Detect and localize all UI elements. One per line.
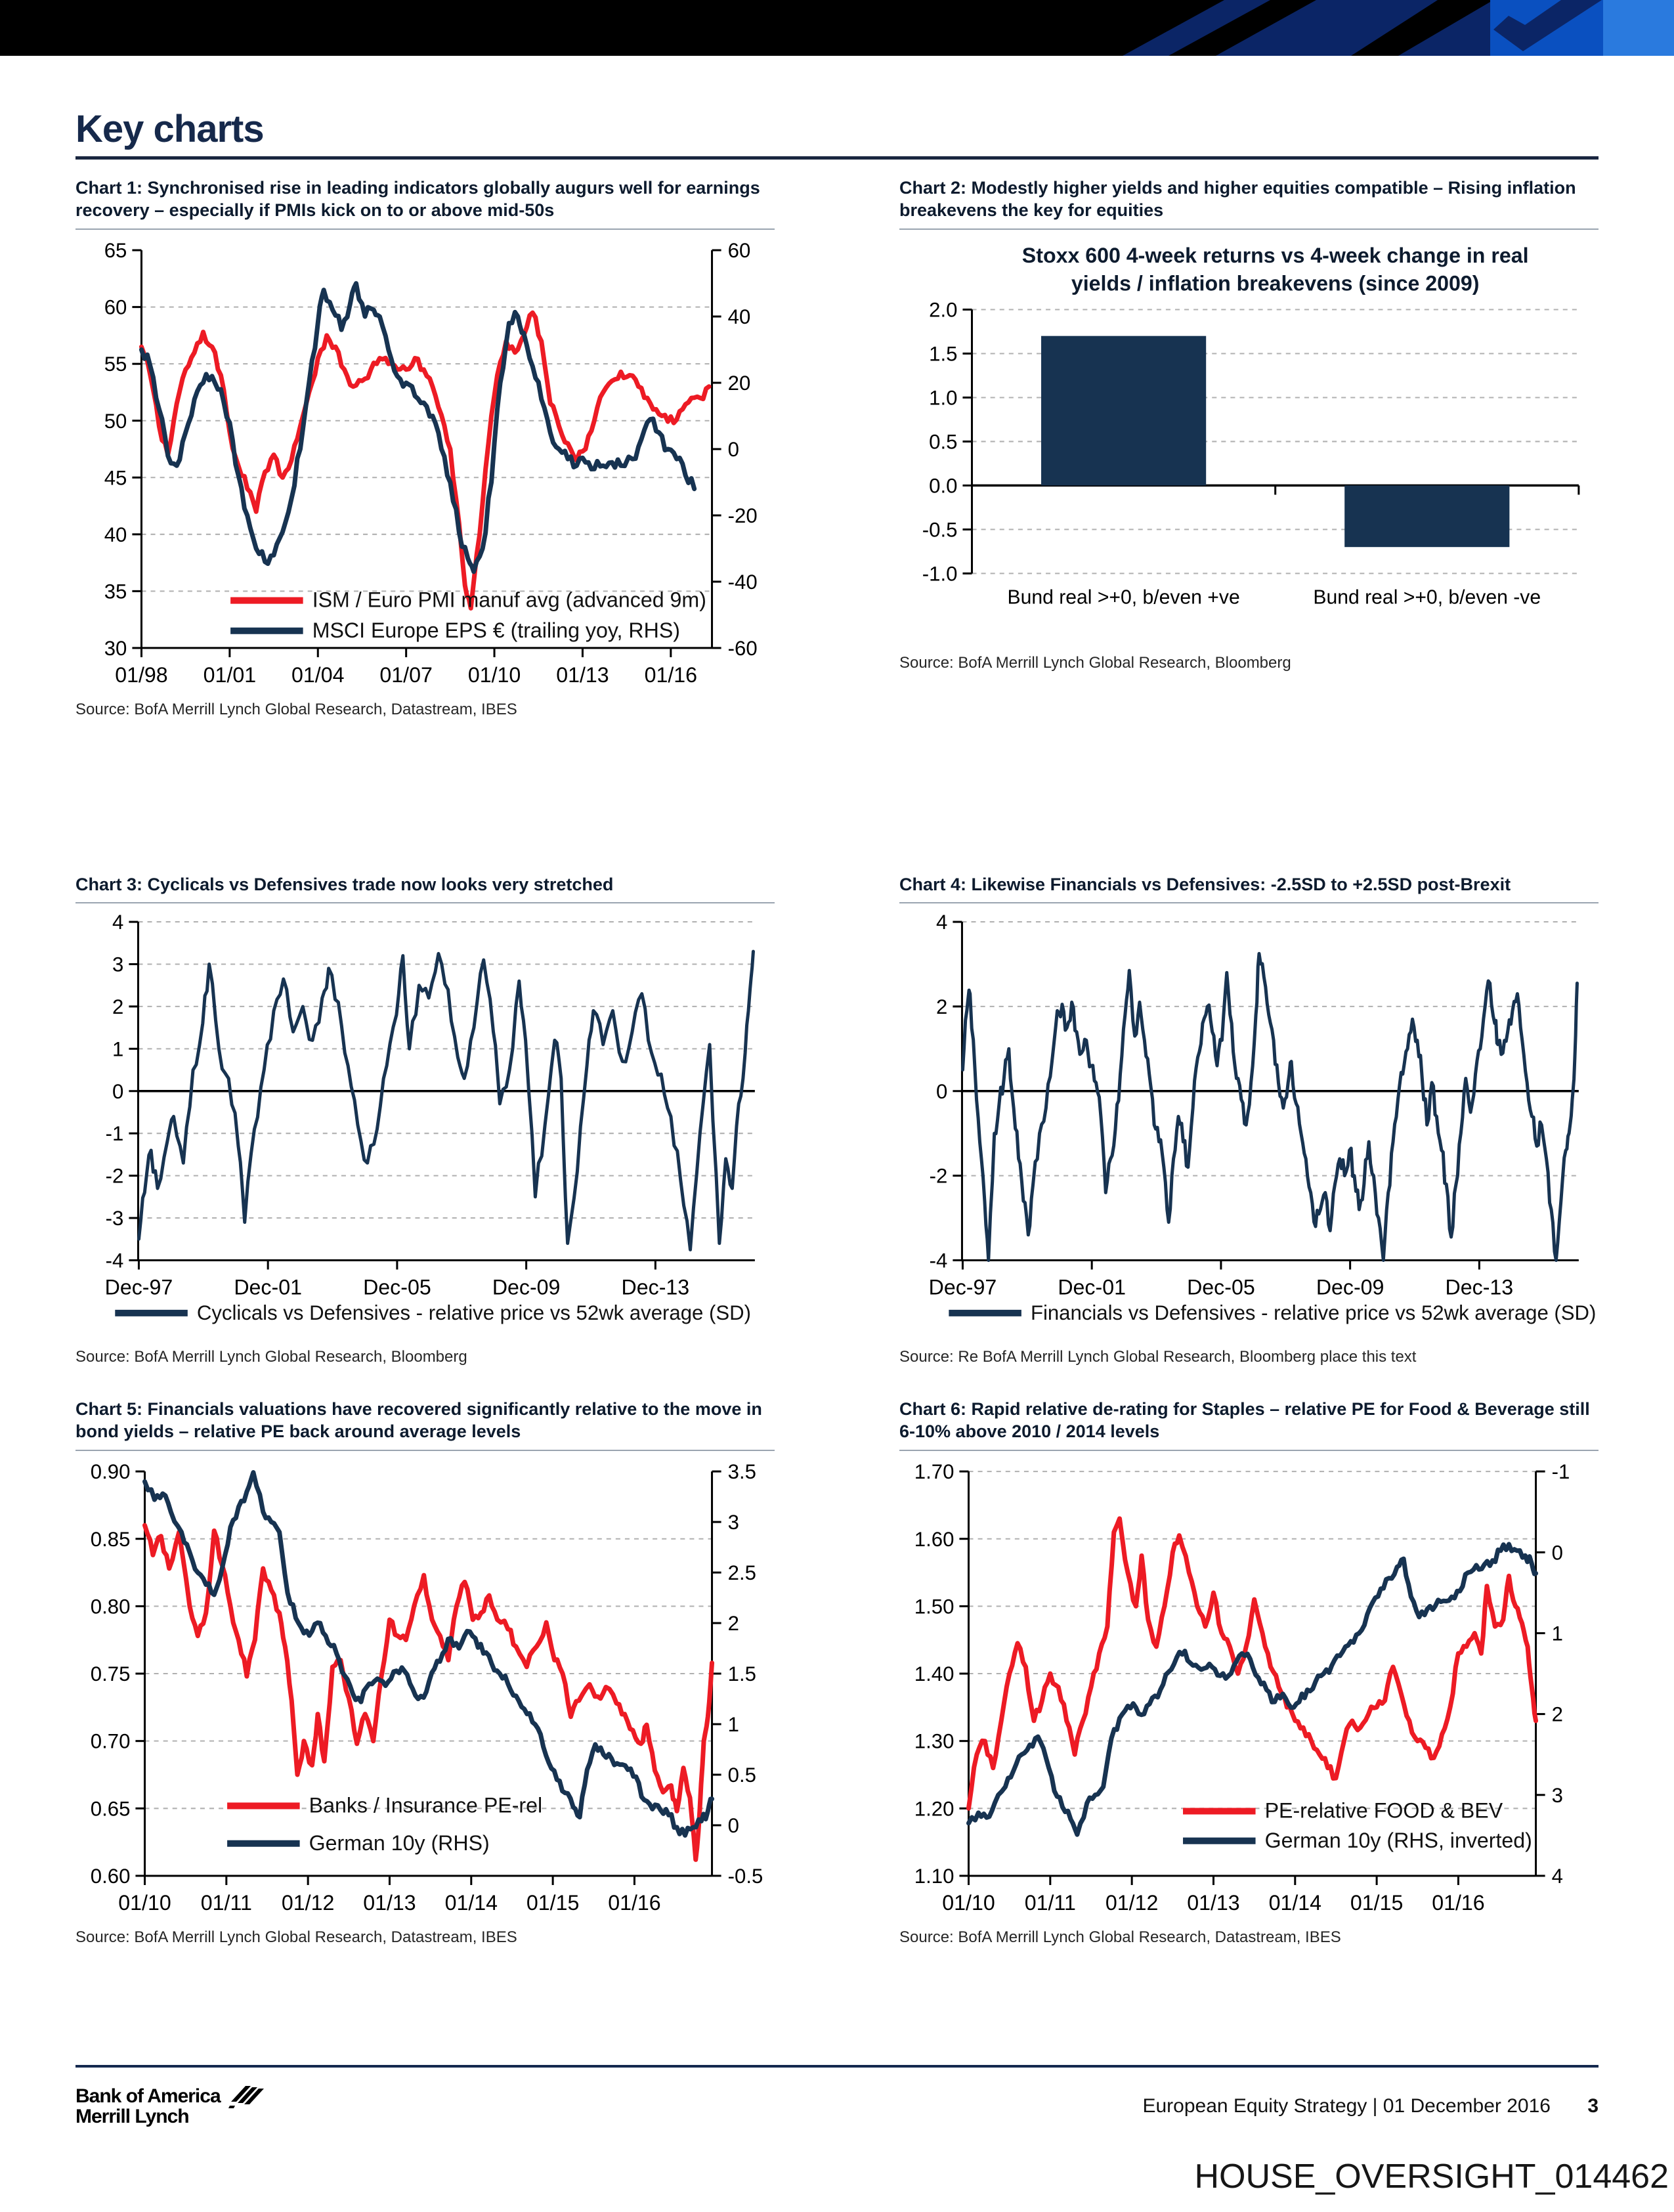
banner-graphic bbox=[1070, 0, 1674, 56]
svg-text:-2: -2 bbox=[105, 1164, 124, 1188]
chart5-plot bbox=[75, 1462, 775, 1923]
svg-text:1.10: 1.10 bbox=[914, 1864, 955, 1888]
svg-text:1.20: 1.20 bbox=[914, 1797, 955, 1821]
svg-text:35: 35 bbox=[104, 579, 127, 603]
svg-text:60: 60 bbox=[104, 295, 127, 319]
svg-text:2: 2 bbox=[727, 1611, 739, 1635]
svg-text:45: 45 bbox=[104, 466, 127, 489]
svg-text:0.5: 0.5 bbox=[929, 430, 958, 454]
svg-text:Bund real >+0, b/even +ve: Bund real >+0, b/even +ve bbox=[1007, 586, 1240, 609]
svg-text:-4: -4 bbox=[105, 1249, 124, 1272]
svg-text:0.70: 0.70 bbox=[90, 1729, 131, 1753]
svg-text:01/10: 01/10 bbox=[467, 662, 521, 687]
svg-text:55: 55 bbox=[104, 352, 127, 376]
svg-text:1.50: 1.50 bbox=[914, 1595, 955, 1618]
chart2-plot bbox=[899, 240, 1599, 649]
chart5-heading: Chart 5: Financials valuations have recovered significantly relative to the move in bond yields – relative PE back around average levels bbox=[75, 1398, 775, 1451]
chart1-source: Source: BofA Merrill Lynch Global Research, Datastream, IBES bbox=[75, 700, 517, 718]
svg-text:01/04: 01/04 bbox=[291, 662, 345, 687]
svg-text:2.5: 2.5 bbox=[727, 1561, 756, 1584]
svg-text:1.40: 1.40 bbox=[914, 1662, 955, 1685]
svg-text:01/15: 01/15 bbox=[1350, 1890, 1404, 1915]
chart1-plot bbox=[75, 240, 775, 695]
svg-text:German 10y (RHS, inverted): German 10y (RHS, inverted) bbox=[1264, 1828, 1532, 1852]
svg-text:-3: -3 bbox=[105, 1207, 124, 1230]
charts-grid bbox=[75, 177, 1599, 1947]
svg-text:1: 1 bbox=[1551, 1622, 1563, 1645]
chart3-source: Source: BofA Merrill Lynch Global Research, Bloomberg bbox=[75, 1348, 467, 1366]
svg-text:0.90: 0.90 bbox=[90, 1461, 131, 1483]
watermark: HOUSE_OVERSIGHT_014462 bbox=[1194, 2158, 1669, 2196]
svg-text:Dec-05: Dec-05 bbox=[363, 1275, 431, 1299]
svg-text:-0.5: -0.5 bbox=[727, 1864, 763, 1888]
page-number: 3 bbox=[1587, 2095, 1599, 2117]
top-banner bbox=[0, 0, 1674, 56]
svg-text:01/14: 01/14 bbox=[444, 1890, 498, 1915]
svg-text:01/10: 01/10 bbox=[118, 1890, 171, 1915]
chart6-plot bbox=[899, 1462, 1599, 1923]
svg-text:4: 4 bbox=[936, 914, 948, 934]
chart2-heading: Chart 2: Modestly higher yields and higher equities compatible – Rising inflation breakevens the key for equities bbox=[899, 177, 1599, 230]
svg-text:01/12: 01/12 bbox=[281, 1890, 335, 1915]
svg-text:2: 2 bbox=[112, 995, 124, 1019]
svg-text:20: 20 bbox=[727, 371, 751, 395]
svg-text:German 10y (RHS): German 10y (RHS) bbox=[309, 1831, 490, 1855]
svg-text:01/15: 01/15 bbox=[526, 1890, 580, 1915]
chart4-block bbox=[899, 873, 1599, 1366]
svg-text:0.85: 0.85 bbox=[90, 1527, 131, 1551]
svg-text:Financials vs Defensives - rel: Financials vs Defensives - relative price vs 52wk average (SD) bbox=[1030, 1301, 1597, 1324]
svg-text:0.0: 0.0 bbox=[929, 474, 958, 498]
svg-text:1.5: 1.5 bbox=[929, 342, 958, 366]
chart6-source: Source: BofA Merrill Lynch Global Research, Datastream, IBES bbox=[899, 1928, 1341, 1947]
svg-text:2.0: 2.0 bbox=[929, 298, 958, 322]
svg-text:30: 30 bbox=[104, 636, 127, 660]
chart5-source: Source: BofA Merrill Lynch Global Research, Datastream, IBES bbox=[75, 1928, 517, 1947]
svg-text:-60: -60 bbox=[727, 636, 758, 660]
svg-text:Dec-01: Dec-01 bbox=[234, 1275, 302, 1299]
chart1-heading: Chart 1: Synchronised rise in leading indicators globally augurs well for earnings recovery – especially if PMIs kick on to or above mid-50s bbox=[75, 177, 775, 230]
svg-text:Bund real >+0, b/even -ve: Bund real >+0, b/even -ve bbox=[1313, 586, 1541, 609]
svg-text:0: 0 bbox=[727, 1813, 739, 1837]
svg-text:01/14: 01/14 bbox=[1268, 1890, 1322, 1915]
svg-text:01/10: 01/10 bbox=[942, 1890, 995, 1915]
svg-text:-1.0: -1.0 bbox=[922, 561, 958, 585]
chart5-block bbox=[75, 1398, 775, 1947]
svg-text:MSCI Europe EPS € (trailing yo: MSCI Europe EPS € (trailing yoy, RHS) bbox=[312, 618, 680, 642]
footer-rule bbox=[75, 2065, 1599, 2068]
svg-text:0.5: 0.5 bbox=[727, 1763, 756, 1787]
svg-text:01/13: 01/13 bbox=[363, 1890, 416, 1915]
chart3-block bbox=[75, 873, 775, 1366]
chart2-block bbox=[899, 177, 1599, 719]
svg-text:Dec-09: Dec-09 bbox=[492, 1275, 561, 1299]
svg-text:0: 0 bbox=[1551, 1541, 1563, 1565]
svg-text:Dec-97: Dec-97 bbox=[928, 1275, 997, 1299]
svg-text:0.75: 0.75 bbox=[90, 1662, 131, 1685]
chart6-block bbox=[899, 1398, 1599, 1947]
svg-text:3.5: 3.5 bbox=[727, 1461, 756, 1483]
svg-text:0: 0 bbox=[112, 1079, 124, 1103]
svg-text:01/98: 01/98 bbox=[115, 662, 168, 687]
chart4-heading: Chart 4: Likewise Financials vs Defensives: -2.5SD to +2.5SD post-Brexit bbox=[899, 873, 1599, 903]
svg-text:01/11: 01/11 bbox=[200, 1890, 252, 1915]
svg-text:-20: -20 bbox=[727, 504, 758, 527]
svg-text:01/07: 01/07 bbox=[379, 662, 433, 687]
svg-text:4: 4 bbox=[112, 914, 124, 934]
chart1-block bbox=[75, 177, 775, 719]
svg-text:01/16: 01/16 bbox=[644, 662, 698, 687]
brand-line1: Bank of America bbox=[75, 2085, 221, 2107]
svg-text:01/12: 01/12 bbox=[1105, 1890, 1159, 1915]
svg-text:0: 0 bbox=[936, 1079, 948, 1103]
svg-text:01/16: 01/16 bbox=[1432, 1890, 1485, 1915]
svg-text:3: 3 bbox=[1551, 1783, 1563, 1807]
svg-text:Stoxx 600 4-week returns vs 4-: Stoxx 600 4-week returns vs 4-week change in real bbox=[1021, 243, 1529, 267]
svg-text:Banks / Insurance PE-rel: Banks / Insurance PE-rel bbox=[309, 1793, 543, 1817]
svg-text:Dec-01: Dec-01 bbox=[1058, 1275, 1126, 1299]
svg-text:2: 2 bbox=[936, 995, 948, 1019]
title-rule bbox=[75, 156, 1599, 160]
svg-text:0.60: 0.60 bbox=[90, 1864, 131, 1888]
svg-text:Dec-97: Dec-97 bbox=[104, 1275, 173, 1299]
chart4-plot bbox=[899, 914, 1599, 1343]
svg-text:PE-relative FOOD & BEV: PE-relative FOOD & BEV bbox=[1264, 1798, 1503, 1823]
svg-text:-40: -40 bbox=[727, 570, 758, 594]
svg-text:Dec-13: Dec-13 bbox=[621, 1275, 690, 1299]
svg-text:-1: -1 bbox=[1551, 1461, 1570, 1483]
svg-text:65: 65 bbox=[104, 240, 127, 262]
chart3-plot bbox=[75, 914, 775, 1343]
page-title: Key charts bbox=[75, 108, 264, 150]
svg-text:-0.5: -0.5 bbox=[922, 518, 958, 542]
svg-text:2: 2 bbox=[1551, 1702, 1563, 1726]
svg-text:Dec-13: Dec-13 bbox=[1445, 1275, 1514, 1299]
footer-report-info: European Equity Strategy | 01 December 2016 bbox=[1142, 2095, 1551, 2117]
svg-text:50: 50 bbox=[104, 409, 127, 433]
svg-text:-4: -4 bbox=[929, 1249, 948, 1272]
svg-text:0.80: 0.80 bbox=[90, 1595, 131, 1618]
svg-text:0: 0 bbox=[727, 437, 739, 461]
svg-text:1.30: 1.30 bbox=[914, 1729, 955, 1753]
svg-text:yields / inflation breakevens: yields / inflation breakevens (since 2009) bbox=[1071, 271, 1480, 295]
svg-text:-1: -1 bbox=[105, 1122, 124, 1146]
svg-text:3: 3 bbox=[112, 953, 124, 976]
chart6-heading: Chart 6: Rapid relative de-rating for Staples – relative PE for Food & Beverage still 6-10% above 2010 / 2014 levels bbox=[899, 1398, 1599, 1451]
svg-text:40: 40 bbox=[727, 305, 751, 328]
svg-text:60: 60 bbox=[727, 240, 751, 262]
svg-text:01/01: 01/01 bbox=[203, 662, 257, 687]
svg-text:1: 1 bbox=[727, 1712, 739, 1736]
svg-text:1.70: 1.70 bbox=[914, 1461, 955, 1483]
page-content bbox=[0, 107, 1674, 1947]
svg-text:01/11: 01/11 bbox=[1024, 1890, 1076, 1915]
svg-text:Cyclicals vs Defensives - rela: Cyclicals vs Defensives - relative price vs 52wk average (SD) bbox=[196, 1301, 751, 1324]
svg-text:Dec-09: Dec-09 bbox=[1316, 1275, 1384, 1299]
page-footer bbox=[75, 2065, 1599, 2127]
chart3-heading: Chart 3: Cyclicals vs Defensives trade now looks very stretched bbox=[75, 873, 775, 903]
svg-text:01/13: 01/13 bbox=[1187, 1890, 1240, 1915]
svg-text:0.65: 0.65 bbox=[90, 1797, 131, 1821]
svg-text:1.5: 1.5 bbox=[727, 1662, 756, 1685]
chart4-source: Source: Re BofA Merrill Lynch Global Research, Bloomberg place this text bbox=[899, 1348, 1417, 1366]
svg-text:1.60: 1.60 bbox=[914, 1527, 955, 1551]
chart2-source: Source: BofA Merrill Lynch Global Research, Bloomberg bbox=[899, 654, 1291, 672]
svg-text:4: 4 bbox=[1551, 1864, 1563, 1888]
svg-text:1.0: 1.0 bbox=[929, 386, 958, 410]
svg-text:ISM / Euro PMI manuf avg (adva: ISM / Euro PMI manuf avg (advanced 9m) bbox=[312, 588, 706, 612]
svg-text:Dec-05: Dec-05 bbox=[1187, 1275, 1255, 1299]
svg-text:01/16: 01/16 bbox=[608, 1890, 661, 1915]
svg-text:40: 40 bbox=[104, 523, 127, 546]
brand-line2: Merrill Lynch bbox=[75, 2106, 189, 2128]
svg-text:1: 1 bbox=[112, 1037, 124, 1061]
svg-text:3: 3 bbox=[727, 1510, 739, 1534]
bofa-flag-icon bbox=[227, 2082, 265, 2110]
bofa-logo bbox=[75, 2086, 265, 2127]
svg-text:01/13: 01/13 bbox=[556, 662, 609, 687]
svg-text:-2: -2 bbox=[929, 1164, 948, 1188]
